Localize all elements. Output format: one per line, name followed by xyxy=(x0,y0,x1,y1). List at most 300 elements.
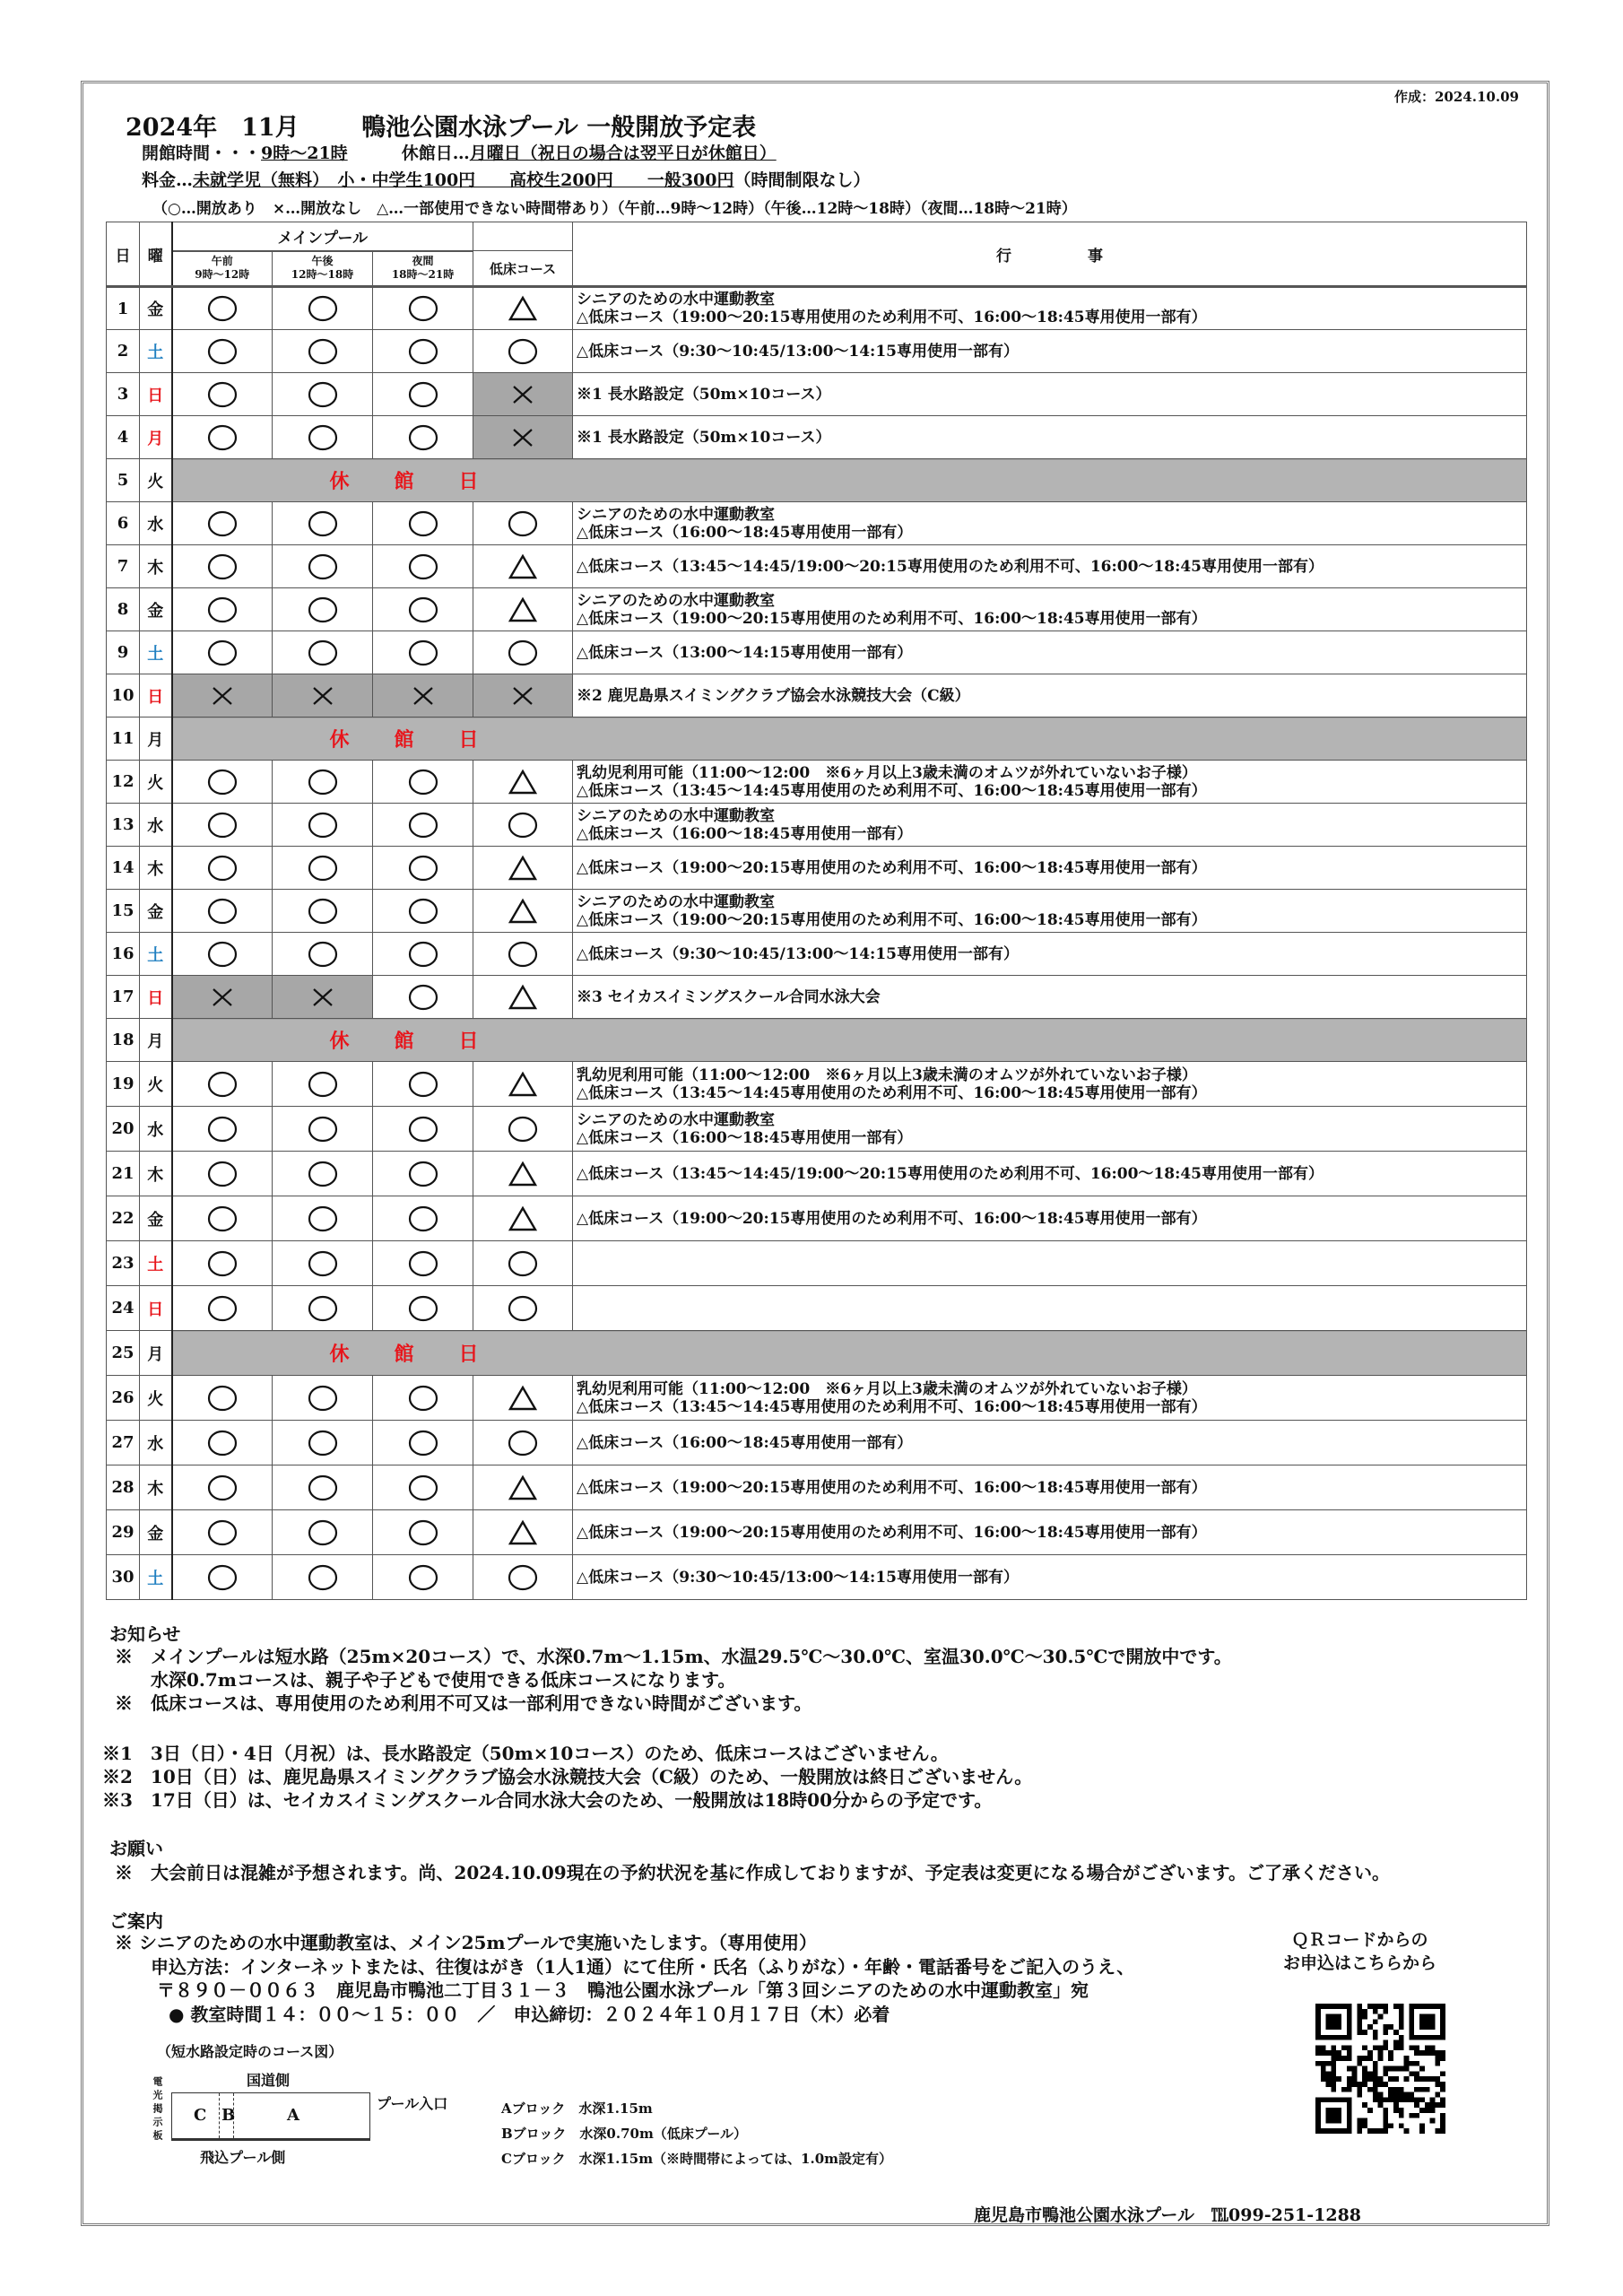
open-circle-icon xyxy=(407,1115,439,1144)
open-circle-icon xyxy=(507,1115,539,1144)
status-night xyxy=(373,1421,473,1465)
event-line: △低床コース（13:45～14:45専用使用のため利用不可、16:00～18:45専用使用一部有） xyxy=(577,1083,1207,1102)
status-pm xyxy=(273,631,373,674)
status-low-course xyxy=(473,416,573,459)
open-circle-icon xyxy=(307,509,339,538)
day-number: 17 xyxy=(107,976,140,1019)
closed-cross-icon xyxy=(509,382,536,407)
table-row xyxy=(107,1331,1527,1376)
status-pm xyxy=(273,1152,373,1196)
open-circle-icon xyxy=(307,294,339,323)
open-circle-icon xyxy=(507,940,539,969)
event-line: シニアのための水中運動教室 xyxy=(577,1110,776,1129)
qr-label-line: お申込はこちらから xyxy=(1283,1953,1437,1973)
fees-value: 未就学児（無料） 小・中学生100円 高校生200円 一般300円 xyxy=(193,170,734,190)
open-circle-icon xyxy=(407,1070,439,1099)
closed-day-banner: 休 館 日 xyxy=(172,459,1527,502)
status-low-course xyxy=(473,1555,573,1600)
status-night xyxy=(373,330,473,373)
table-row xyxy=(107,1421,1527,1465)
page-title xyxy=(126,108,756,143)
open-circle-icon xyxy=(407,854,439,883)
closed-cross-icon xyxy=(209,985,236,1010)
open-circle-icon xyxy=(507,639,539,667)
event-line: △低床コース（19:00～20:15専用使用のため利用不可、16:00～18:45専用使用一部有） xyxy=(577,1209,1207,1228)
day-number: 8 xyxy=(107,588,140,631)
status-am xyxy=(172,1555,273,1600)
symbol-legend: （○…開放あり ×…開放なし △…一部使用できない時間帯あり）（午前…9時～12時）（午後…12時～18時）（夜間…18時～21時） xyxy=(152,200,1077,218)
closed-day-label: 休館日… xyxy=(401,144,470,163)
closed-day-banner: 休 館 日 xyxy=(172,718,1527,761)
day-of-week: 木 xyxy=(140,847,172,890)
day-number: 15 xyxy=(107,890,140,933)
event-line: △低床コース（19:00～20:15専用使用のため利用不可、16:00～18:45専用使用一部有） xyxy=(577,858,1207,877)
status-low-course xyxy=(473,674,573,718)
events-cell xyxy=(573,1510,1527,1555)
status-night xyxy=(373,890,473,933)
partial-triangle-icon xyxy=(508,1385,538,1412)
closed-cross-icon xyxy=(509,425,536,450)
open-circle-icon xyxy=(206,380,239,409)
day-of-week: 日 xyxy=(140,1286,172,1331)
status-am xyxy=(172,373,273,416)
day-number: 16 xyxy=(107,933,140,976)
status-night xyxy=(373,1465,473,1510)
status-pm xyxy=(273,545,373,588)
title-year-month: 2024年 11月 xyxy=(126,114,299,142)
status-pm xyxy=(273,588,373,631)
day-of-week: 土 xyxy=(140,1241,172,1286)
hours-label: 開館時間・・・ xyxy=(142,144,262,163)
footnote: ※1 3日（日）・4日（月祝）は、長水路設定（50m×10コース）のため、低床コースはございません。 xyxy=(102,1743,949,1764)
open-circle-icon xyxy=(307,1384,339,1413)
day-number: 27 xyxy=(107,1421,140,1465)
day-of-week: 日 xyxy=(140,674,172,718)
open-circle-icon xyxy=(206,294,239,323)
open-circle-icon xyxy=(307,1294,339,1323)
status-night xyxy=(373,1241,473,1286)
status-pm xyxy=(273,1062,373,1107)
open-circle-icon xyxy=(307,1474,339,1502)
open-circle-icon xyxy=(407,509,439,538)
event-line: △低床コース（19:00～20:15専用使用のため利用不可、16:00～18:45専用使用一部有） xyxy=(577,609,1207,628)
table-row xyxy=(107,631,1527,674)
day-number: 14 xyxy=(107,847,140,890)
day-number: 30 xyxy=(107,1555,140,1600)
status-pm xyxy=(273,1555,373,1600)
table-row xyxy=(107,330,1527,373)
status-pm xyxy=(273,1241,373,1286)
table-row xyxy=(107,1286,1527,1331)
status-am xyxy=(172,1376,273,1421)
open-circle-icon xyxy=(307,552,339,581)
open-circle-icon xyxy=(407,940,439,969)
header-main-pool: メインプール xyxy=(172,222,473,251)
open-circle-icon xyxy=(407,294,439,323)
status-pm xyxy=(273,761,373,804)
open-circle-icon xyxy=(206,1160,239,1188)
table-row xyxy=(107,1465,1527,1510)
footnote: ※3 17日（日）は、セイカスイミングスクール合同水泳大会のため、一般開放は18時00分からの予定です。 xyxy=(102,1789,993,1811)
events-cell xyxy=(573,416,1527,459)
closed-day-banner: 休 館 日 xyxy=(172,1331,1527,1376)
events-cell xyxy=(573,1107,1527,1152)
status-am xyxy=(172,890,273,933)
status-low-course xyxy=(473,1286,573,1331)
table-row xyxy=(107,674,1527,718)
day-number: 25 xyxy=(107,1331,140,1376)
open-circle-icon xyxy=(507,509,539,538)
notice-line: ※ メインプールは短水路（25m×20コース）で、水深0.7m～1.15m、水温29.5℃～30.0℃、室温30.0℃～30.5℃で開放中です。 xyxy=(115,1646,1232,1667)
status-am xyxy=(172,1196,273,1241)
status-am xyxy=(172,1465,273,1510)
day-of-week: 木 xyxy=(140,1465,172,1510)
footer-contact: 鹿児島市鴨池公園水泳プール ℡099-251-1288 xyxy=(974,2205,1362,2225)
status-am xyxy=(172,804,273,847)
header-low-course: 低床コース xyxy=(473,251,573,287)
open-circle-icon xyxy=(206,1294,239,1323)
day-number: 23 xyxy=(107,1241,140,1286)
status-am xyxy=(172,1510,273,1555)
open-circle-icon xyxy=(307,811,339,839)
status-am xyxy=(172,933,273,976)
events-cell xyxy=(573,1241,1527,1286)
day-of-week: 金 xyxy=(140,890,172,933)
open-circle-icon xyxy=(307,940,339,969)
day-of-week: 月 xyxy=(140,1019,172,1062)
header-am: 午前 9時～12時 xyxy=(172,251,273,287)
day-of-week: 月 xyxy=(140,718,172,761)
open-circle-icon xyxy=(206,811,239,839)
partial-triangle-icon xyxy=(508,769,538,796)
status-am xyxy=(172,976,273,1019)
open-circle-icon xyxy=(307,1115,339,1144)
guide-lines xyxy=(115,1931,1134,2026)
table-row xyxy=(107,1196,1527,1241)
status-am xyxy=(172,1152,273,1196)
pool-outline xyxy=(171,2092,370,2141)
table-row xyxy=(107,588,1527,631)
footnotes xyxy=(102,1742,1032,1812)
day-number: 22 xyxy=(107,1196,140,1241)
partial-triangle-icon xyxy=(508,1519,538,1546)
events-cell xyxy=(573,330,1527,373)
day-number: 5 xyxy=(107,459,140,502)
table-row xyxy=(107,933,1527,976)
events-cell xyxy=(573,804,1527,847)
table-row xyxy=(107,1062,1527,1107)
day-of-week: 土 xyxy=(140,933,172,976)
request-heading: お願い xyxy=(109,1838,163,1859)
open-circle-icon xyxy=(507,1429,539,1457)
events-cell xyxy=(573,761,1527,804)
status-am xyxy=(172,1421,273,1465)
status-am xyxy=(172,588,273,631)
open-circle-icon xyxy=(307,1563,339,1592)
day-number: 4 xyxy=(107,416,140,459)
event-line: シニアのための水中運動教室 xyxy=(577,806,776,825)
table-row xyxy=(107,502,1527,545)
table-row xyxy=(107,718,1527,761)
status-low-course xyxy=(473,1107,573,1152)
status-am xyxy=(172,631,273,674)
event-line: 乳幼児利用可能（11:00～12:00 ※6ヶ月以上3歳未満のオムツが外れていないお子様） xyxy=(577,1065,1197,1084)
open-circle-icon xyxy=(307,337,339,366)
event-line: △低床コース（9:30～10:45/13:00～14:15専用使用一部有） xyxy=(577,342,1019,361)
event-line: △低床コース（9:30～10:45/13:00～14:15専用使用一部有） xyxy=(577,944,1019,963)
status-pm xyxy=(273,1376,373,1421)
table-row xyxy=(107,373,1527,416)
open-circle-icon xyxy=(407,1249,439,1278)
table-row xyxy=(107,545,1527,588)
open-circle-icon xyxy=(206,1563,239,1592)
day-number: 1 xyxy=(107,287,140,330)
events-cell xyxy=(573,502,1527,545)
event-line: シニアのための水中運動教室 xyxy=(577,892,776,911)
qr-label-line: ＱＲコードからの xyxy=(1291,1930,1428,1950)
table-row xyxy=(107,890,1527,933)
open-circle-icon xyxy=(407,1384,439,1413)
events-cell xyxy=(573,1062,1527,1107)
day-of-week: 土 xyxy=(140,330,172,373)
events-cell xyxy=(573,1286,1527,1331)
event-line: △低床コース（9:30～10:45/13:00～14:15専用使用一部有） xyxy=(577,1568,1019,1587)
fees xyxy=(142,167,871,191)
status-night xyxy=(373,588,473,631)
day-number: 26 xyxy=(107,1376,140,1421)
open-circle-icon xyxy=(206,854,239,883)
status-pm xyxy=(273,373,373,416)
diagram-top-label: 国道側 xyxy=(247,2072,291,2089)
status-am xyxy=(172,1107,273,1152)
day-of-week: 木 xyxy=(140,545,172,588)
status-night xyxy=(373,674,473,718)
events-cell xyxy=(573,1196,1527,1241)
events-cell xyxy=(573,545,1527,588)
status-am xyxy=(172,761,273,804)
open-circle-icon xyxy=(206,639,239,667)
status-night xyxy=(373,287,473,330)
open-circle-icon xyxy=(407,811,439,839)
open-circle-icon xyxy=(507,811,539,839)
guide-line: ※ シニアのための水中運動教室は、メイン25mプールで実施いたします。（専用使用） xyxy=(115,1932,817,1953)
opening-hours xyxy=(142,140,777,164)
day-of-week: 水 xyxy=(140,804,172,847)
status-pm xyxy=(273,976,373,1019)
diagram-side-label: 電光掲示板 xyxy=(152,2076,163,2144)
events-cell xyxy=(573,1421,1527,1465)
open-circle-icon xyxy=(407,1474,439,1502)
table-row xyxy=(107,1019,1527,1062)
day-of-week: 土 xyxy=(140,631,172,674)
status-low-course xyxy=(473,933,573,976)
status-low-course xyxy=(473,976,573,1019)
event-line: シニアのための水中運動教室 xyxy=(577,591,776,610)
table-row xyxy=(107,416,1527,459)
block-a: A xyxy=(287,2106,299,2125)
header-day: 日 xyxy=(107,222,140,287)
footnote: ※2 10日（日）は、鹿児島県スイミングクラブ協会水泳競技大会（C級）のため、一般開放は終日ございません。 xyxy=(102,1766,1033,1787)
events-cell xyxy=(573,1555,1527,1600)
status-night xyxy=(373,631,473,674)
status-am xyxy=(172,287,273,330)
open-circle-icon xyxy=(407,1294,439,1323)
event-line: △低床コース（13:45～14:45/19:00～20:15専用使用のため利用不可、16:00～18:45専用使用一部有） xyxy=(577,557,1324,576)
day-number: 12 xyxy=(107,761,140,804)
guide-line: 申込方法：インターネットまたは、往復はがき（1人1通）にて住所・氏名（ふりがな）・年齢・電話番号をご記入のうえ、 xyxy=(115,1955,1135,1978)
day-of-week: 土 xyxy=(140,1555,172,1600)
open-circle-icon xyxy=(407,1160,439,1188)
open-circle-icon xyxy=(507,1563,539,1592)
status-am xyxy=(172,330,273,373)
day-number: 10 xyxy=(107,674,140,718)
partial-triangle-icon xyxy=(508,295,538,322)
notice-line: 水深0.7mコースは、親子や子どもで使用できる低床コースになります。 xyxy=(115,1669,736,1691)
guide-line: 〒８９０－００６３ 鹿児島市鴨池二丁目３１－３ 鴨池公園水泳プール「第３回シニアのための水中運動教室」宛 xyxy=(115,1979,1089,2001)
open-circle-icon xyxy=(206,1205,239,1233)
day-number: 13 xyxy=(107,804,140,847)
open-circle-icon xyxy=(307,897,339,926)
table-row xyxy=(107,1510,1527,1555)
status-pm xyxy=(273,502,373,545)
table-row xyxy=(107,1152,1527,1196)
table-row xyxy=(107,1107,1527,1152)
hours-value: 9時～21時 xyxy=(261,144,348,163)
status-am xyxy=(172,1241,273,1286)
open-circle-icon xyxy=(307,380,339,409)
event-line: シニアのための水中運動教室 xyxy=(577,291,776,309)
status-low-course xyxy=(473,287,573,330)
status-pm xyxy=(273,287,373,330)
event-line: △低床コース（13:45～14:45専用使用のため利用不可、16:00～18:45専用使用一部有） xyxy=(577,781,1207,800)
status-night xyxy=(373,847,473,890)
status-am xyxy=(172,674,273,718)
open-circle-icon xyxy=(507,1249,539,1278)
table-row xyxy=(107,459,1527,502)
event-line: ※3 セイカスイミングスクール合同水泳大会 xyxy=(577,987,881,1006)
qr-code[interactable] xyxy=(1315,2004,1445,2134)
closed-cross-icon xyxy=(309,683,336,709)
title-name: 鴨池公園水泳プール 一般開放予定表 xyxy=(361,114,757,142)
event-line: △低床コース（13:45～14:45専用使用のため利用不可、16:00～18:45専用使用一部有） xyxy=(577,1397,1207,1416)
day-number: 9 xyxy=(107,631,140,674)
table-row xyxy=(107,1241,1527,1286)
schedule-table xyxy=(106,222,1527,1600)
status-low-course xyxy=(473,890,573,933)
open-circle-icon xyxy=(206,1429,239,1457)
events-cell xyxy=(573,287,1527,330)
partial-triangle-icon xyxy=(508,1474,538,1501)
partial-triangle-icon xyxy=(508,898,538,925)
open-circle-icon xyxy=(206,768,239,796)
event-line: ※1 長水路設定（50m×10コース） xyxy=(577,428,831,447)
day-number: 6 xyxy=(107,502,140,545)
status-low-course xyxy=(473,330,573,373)
status-pm xyxy=(273,1107,373,1152)
status-night xyxy=(373,1107,473,1152)
open-circle-icon xyxy=(307,1249,339,1278)
course-diagram xyxy=(148,2040,955,2184)
table-row xyxy=(107,1376,1527,1421)
day-number: 7 xyxy=(107,545,140,588)
status-low-course xyxy=(473,804,573,847)
day-of-week: 金 xyxy=(140,1196,172,1241)
status-pm xyxy=(273,890,373,933)
status-night xyxy=(373,1510,473,1555)
open-circle-icon xyxy=(206,1070,239,1099)
fees-label: 料金… xyxy=(142,170,194,190)
qr-label xyxy=(1283,1928,1436,1975)
open-circle-icon xyxy=(206,1115,239,1144)
status-pm xyxy=(273,804,373,847)
status-am xyxy=(172,416,273,459)
table-row xyxy=(107,847,1527,890)
day-of-week: 月 xyxy=(140,1331,172,1376)
partial-triangle-icon xyxy=(508,1071,538,1098)
status-low-course xyxy=(473,1465,573,1510)
status-pm xyxy=(273,933,373,976)
closed-cross-icon xyxy=(309,985,336,1010)
day-of-week: 火 xyxy=(140,1062,172,1107)
status-low-course xyxy=(473,545,573,588)
block-legend-a: Aブロック 水深1.15m xyxy=(501,2100,653,2117)
status-low-course xyxy=(473,1376,573,1421)
diagram-bottom-label: 飛込プール側 xyxy=(200,2149,286,2166)
block-legend xyxy=(501,2096,892,2171)
open-circle-icon xyxy=(407,552,439,581)
status-night xyxy=(373,1196,473,1241)
open-circle-icon xyxy=(206,1384,239,1413)
events-cell xyxy=(573,1152,1527,1196)
open-circle-icon xyxy=(307,1518,339,1547)
status-pm xyxy=(273,674,373,718)
day-number: 18 xyxy=(107,1019,140,1062)
open-circle-icon xyxy=(507,337,539,366)
events-cell xyxy=(573,976,1527,1019)
status-pm xyxy=(273,416,373,459)
events-cell xyxy=(573,674,1527,718)
open-circle-icon xyxy=(307,1205,339,1233)
open-circle-icon xyxy=(307,1070,339,1099)
events-cell xyxy=(573,933,1527,976)
event-line: 乳幼児利用可能（11:00～12:00 ※6ヶ月以上3歳未満のオムツが外れていないお子様） xyxy=(577,1379,1197,1398)
table-row xyxy=(107,1555,1527,1600)
event-line: △低床コース（16:00～18:45専用使用一部有） xyxy=(577,824,913,843)
day-of-week: 水 xyxy=(140,502,172,545)
open-circle-icon xyxy=(206,552,239,581)
table-row xyxy=(107,976,1527,1019)
table-row xyxy=(107,761,1527,804)
open-circle-icon xyxy=(407,1429,439,1457)
status-am xyxy=(172,545,273,588)
open-circle-icon xyxy=(407,337,439,366)
header-dow: 曜 xyxy=(140,222,172,287)
status-am xyxy=(172,502,273,545)
open-circle-icon xyxy=(307,639,339,667)
status-low-course xyxy=(473,1062,573,1107)
open-circle-icon xyxy=(407,596,439,624)
created-date: 作成：2024.10.09 xyxy=(1394,89,1519,105)
status-low-course xyxy=(473,502,573,545)
open-circle-icon xyxy=(206,940,239,969)
day-number: 3 xyxy=(107,373,140,416)
events-cell xyxy=(573,588,1527,631)
closed-cross-icon xyxy=(209,683,236,709)
status-am xyxy=(172,847,273,890)
status-night xyxy=(373,1062,473,1107)
request-line: ※ 大会前日は混雑が予想されます。尚、2024.10.09現在の予約状況を基に作成しておりますが、予定表は変更になる場合がございます。ご了承ください。 xyxy=(115,1862,1391,1883)
status-low-course xyxy=(473,1421,573,1465)
